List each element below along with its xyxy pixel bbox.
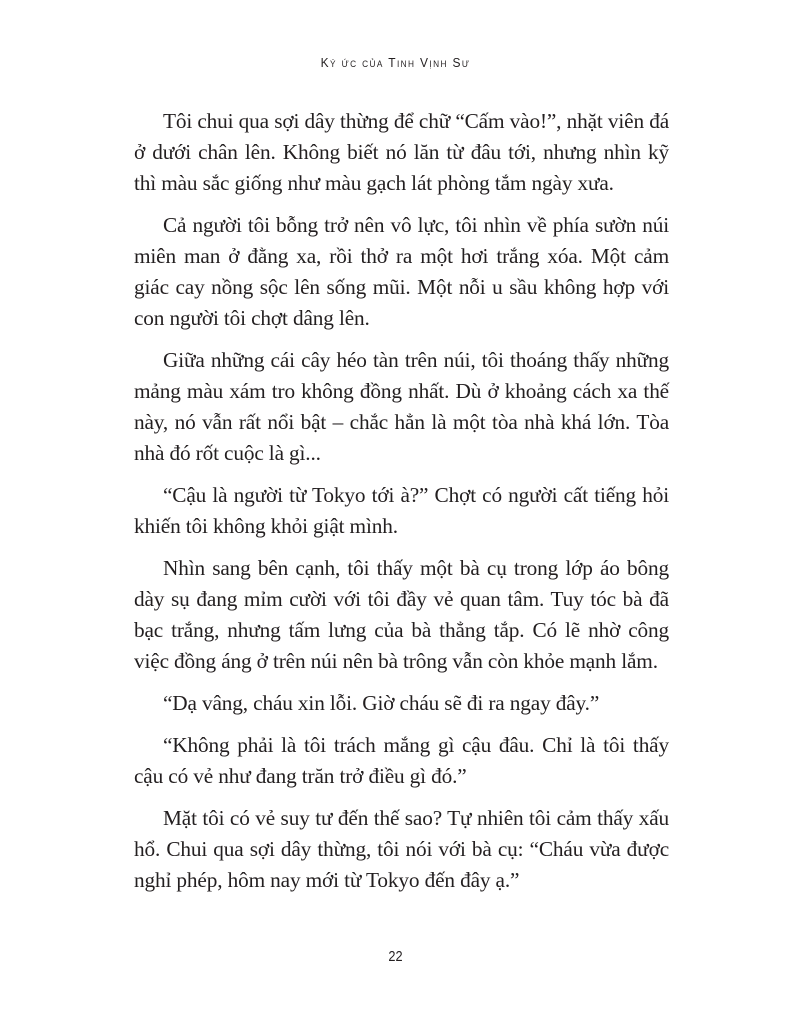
paragraph: Giữa những cái cây héo tàn trên núi, tôi thoáng thấy những mảng màu xám tro không đồng nhất. Dù ở khoảng cách xa thế này, nó vẫn rất nổi bật – chắc hẳn là một tòa nhà khá lớn. Tòa nhà đó rốt cuộc là gì... <box>134 348 669 465</box>
paragraph: Mặt tôi có vẻ suy tư đến thế sao? Tự nhiên tôi cảm thấy xấu hổ. Chui qua sợi dây thừng, tôi nói với bà cụ: “Cháu vừa được nghỉ phép, hôm nay mới từ Tokyo đến đây ạ.” <box>134 806 669 892</box>
paragraph: “Dạ vâng, cháu xin lỗi. Giờ cháu sẽ đi ra ngay đây.” <box>163 691 600 715</box>
paragraph: Cả người tôi bỗng trở nên vô lực, tôi nhìn về phía sườn núi miên man ở đằng xa, rồi thở ra một hơi trắng xóa. Một cảm giác cay nồng sộc lên sống mũi. Một nỗi u sầu không hợp với con người tôi chợt dâng lên. <box>134 213 669 330</box>
running-header: Ký ức của Tinh Vịnh Sư <box>320 55 471 70</box>
body-text <box>134 106 669 907</box>
paragraph: “Cậu là người từ Tokyo tới à?” Chợt có người cất tiếng hỏi khiến tôi không khỏi giật mình. <box>134 483 669 538</box>
paragraph: “Không phải là tôi trách mắng gì cậu đâu. Chỉ là tôi thấy cậu có vẻ như đang trăn trở điều gì đó.” <box>134 733 669 788</box>
paragraph: Tôi chui qua sợi dây thừng để chữ “Cấm vào!”, nhặt viên đá ở dưới chân lên. Không biết nó lăn từ đâu tới, nhưng nhìn kỹ thì màu sắc giống như màu gạch lát phòng tắm ngày xưa. <box>134 109 669 195</box>
paragraph: Nhìn sang bên cạnh, tôi thấy một bà cụ trong lớp áo bông dày sụ đang mỉm cười với tôi đầy vẻ quan tâm. Tuy tóc bà đã bạc trắng, nhưng tấm lưng của bà thẳng tắp. Có lẽ nhờ công việc đồng áng ở trên núi nên bà trông vẫn còn khỏe mạnh lắm. <box>134 556 669 673</box>
page-number: 22 <box>388 948 403 965</box>
